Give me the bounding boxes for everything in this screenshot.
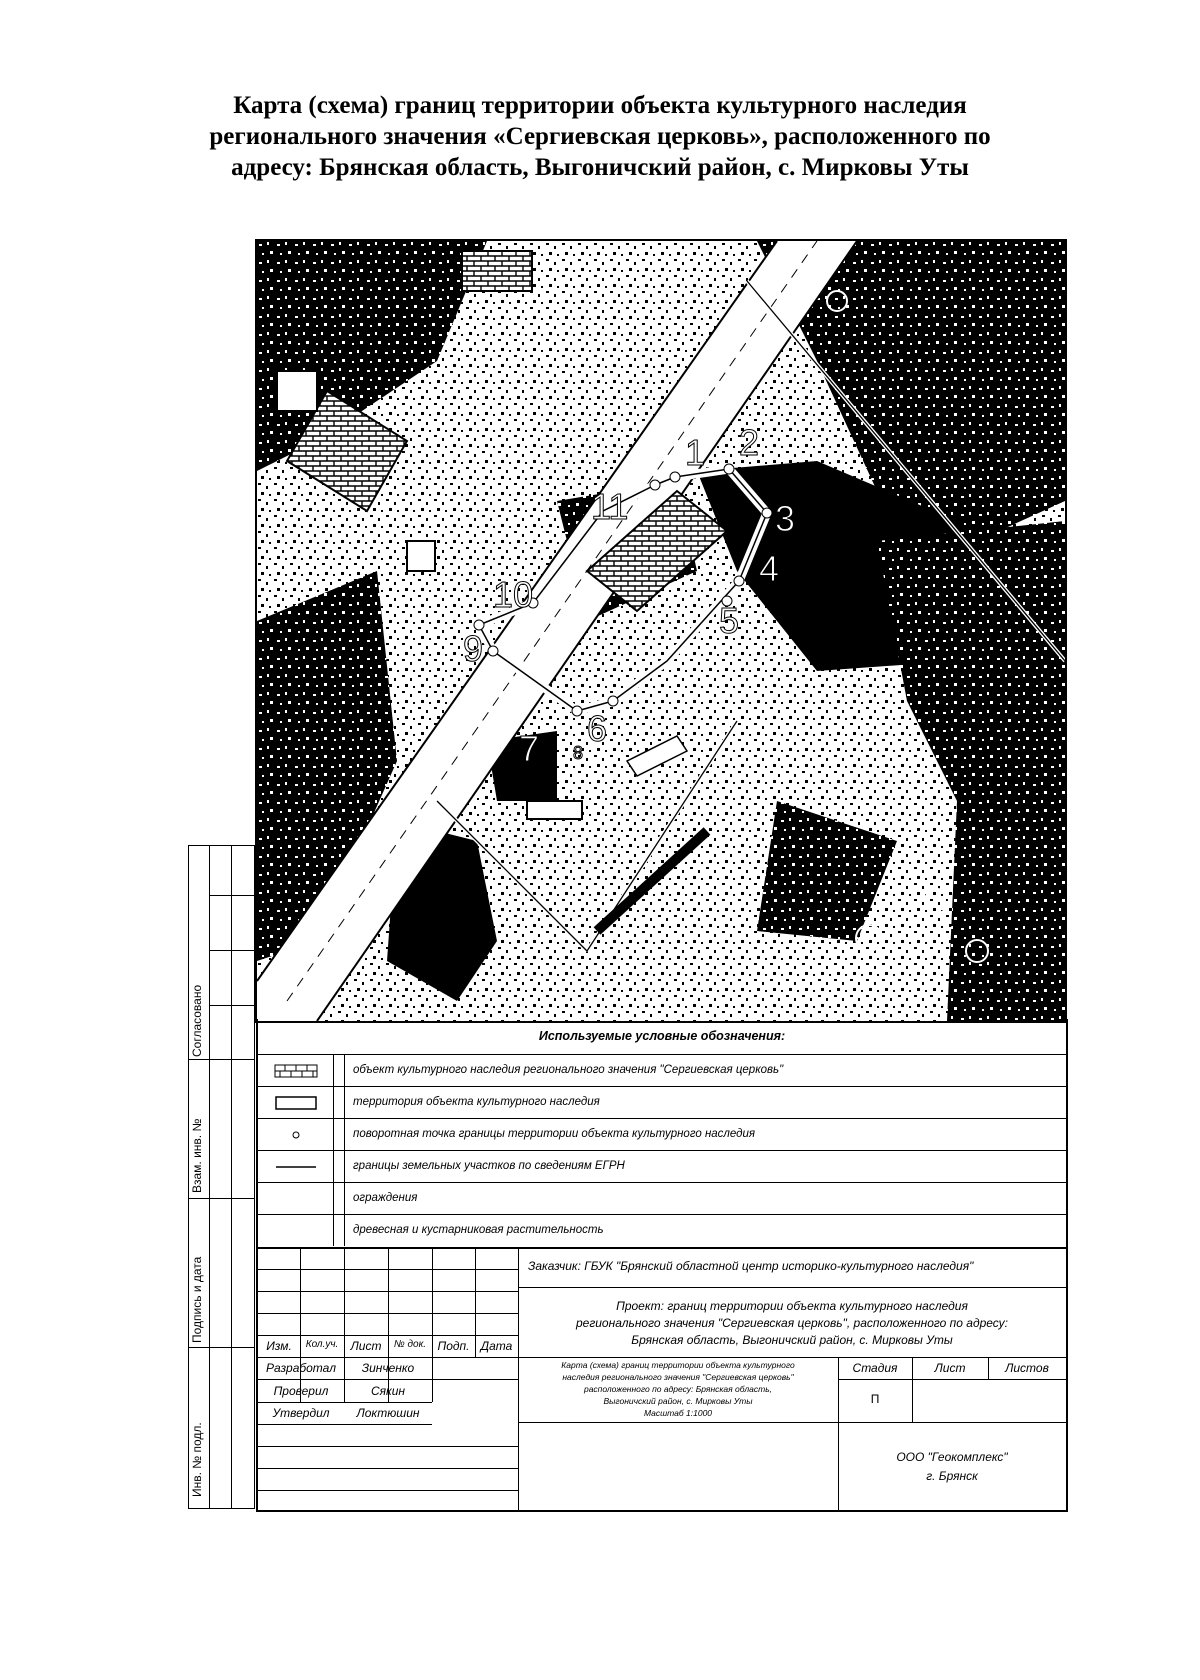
header-kol-uch: Кол.уч. [305, 1339, 339, 1350]
dot-icon [291, 1130, 301, 1140]
name-checked: Сякин [370, 1384, 406, 1398]
role-approved: Утвердил [272, 1406, 330, 1420]
label-inv-podl: Инв. № подл. [190, 1422, 204, 1497]
hatched-rect-icon [274, 1064, 318, 1078]
legend-title: Используемые условные обозначения: [258, 1019, 1066, 1055]
name-developed: Зинченко [361, 1361, 415, 1375]
project-line-3: Брянская область, Выгоничский район, с. Мирковы Уты [631, 1333, 953, 1347]
project-line-2: регионального значения "Сергиевская церковь", расположенного по адресу: [575, 1316, 1008, 1330]
title-line-2: регионального значения «Сергиевская церковь», расположенного по [209, 123, 991, 150]
legend-text: границы земельных участков по сведениям ЕГРН [353, 1160, 625, 1172]
label-vzam-inv: Взам. инв. № [190, 1118, 204, 1193]
label-podpis-data: Подпись и дата [190, 1256, 204, 1343]
sheet-title-line-4: Выгоничский район, с. Мирковы Уты [603, 1396, 753, 1406]
legend-text: объект культурного наследия регионального значения "Сергиевская церковь" [353, 1064, 784, 1076]
left-margin-table [188, 845, 255, 1509]
point-label-4: 4 [759, 548, 780, 589]
point-label-6: 6 [587, 708, 608, 749]
point-label-10: 10 [493, 574, 534, 615]
role-checked: Проверил [273, 1384, 329, 1398]
legend [256, 1019, 1068, 1249]
point-label-8: 8 [573, 743, 584, 763]
legend-text: поворотная точка границы территории объекта культурного наследия [353, 1128, 756, 1140]
name-approved: Локтюшин [356, 1406, 420, 1420]
legend-item-parcel [258, 1151, 1066, 1183]
fence-icon [274, 1196, 318, 1202]
header-list: Лист [350, 1339, 382, 1353]
role-developed: Разработал [266, 1361, 336, 1375]
header-n-dok: № док. [393, 1339, 427, 1350]
map-canvas [257, 241, 1065, 1021]
title-line-3: адресу: Брянская область, Выгоничский район, с. Мирковы Уты [231, 154, 969, 181]
aerial-map [255, 239, 1067, 1023]
org-line-1: ООО "Геокомплекс" [896, 1450, 1008, 1464]
legend-text: ограждения [353, 1192, 418, 1204]
point-label-5: 5 [719, 600, 740, 641]
point-label-7: 7 [519, 728, 540, 769]
org-line-2: г. Брянск [926, 1469, 978, 1483]
map-title [150, 90, 1050, 183]
title-block [256, 1247, 1068, 1512]
point-label-11: 11 [591, 486, 629, 527]
sheet-title-line-3: расположенного по адресу: Брянская область, [583, 1384, 773, 1394]
stage-label: Стадия [852, 1361, 898, 1375]
point-label-1: 1 [685, 432, 706, 473]
line-icon [274, 1164, 318, 1170]
customer-text: Заказчик: ГБУК "Брянский областной центр историко-культурного наследия" [528, 1259, 974, 1273]
legend-item-point [258, 1119, 1066, 1151]
sheet-title-line-2: наследия регионального значения "Сергиевская церковь" [562, 1372, 794, 1382]
stage-value: П [870, 1392, 880, 1406]
header-podp: Подп. [437, 1339, 470, 1353]
sheet-title-line-1: Карта (схема) границ территории объекта культурного [561, 1360, 795, 1370]
point-label-3: 3 [775, 498, 796, 539]
circle-icon [288, 1223, 304, 1239]
legend-item-territory [258, 1087, 1066, 1119]
legend-item-object [258, 1055, 1066, 1087]
project-line-1: Проект: границ территории объекта культурного наследия [616, 1299, 968, 1313]
point-label-2: 2 [739, 422, 760, 463]
title-line-1: Карта (схема) границ территории объекта культурного наследия [233, 92, 967, 119]
header-izm: Изм. [266, 1339, 292, 1353]
sheets-label: Листов [1005, 1361, 1049, 1375]
legend-text: древесная и кустарниковая растительность [353, 1224, 604, 1236]
point-label-9: 9 [463, 628, 484, 669]
legend-item-fence [258, 1183, 1066, 1215]
legend-text: территория объекта культурного наследия [353, 1096, 600, 1108]
label-soglasovano: Согласовано [190, 984, 204, 1057]
small-structure [527, 801, 582, 819]
legend-item-vegetation [258, 1215, 1066, 1246]
sheet-title-line-5: Масштаб 1:1000 [643, 1408, 713, 1418]
sheet-label: Лист [934, 1361, 966, 1375]
outline-rect-icon [274, 1095, 318, 1111]
header-data: Дата [480, 1339, 513, 1353]
